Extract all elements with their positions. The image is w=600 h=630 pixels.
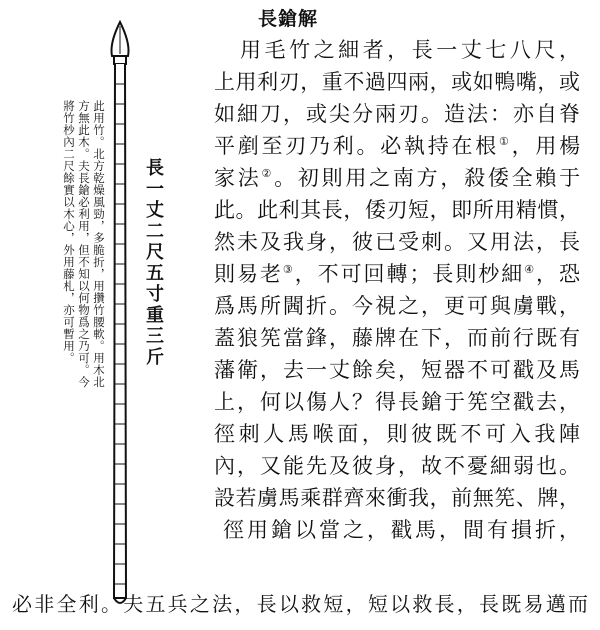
page-title: 長鎗解 [258,8,319,30]
body-line-16: 徑用鎗以當之，戳馬，間有損折， [223,518,580,542]
footnote-marker: ③ [282,263,295,276]
body-line-12: 上，何以傷人？得長鎗于筅空戳去， [214,390,580,414]
footnote-marker: ② [261,167,275,180]
long-spear-illustration [100,10,140,610]
note-column-2: 方無此木。夫長鎗必利用，但不知以何物爲之乃可。今 [77,100,91,388]
body-line-4: 平剷至刃乃利。必執持在根①，用楊 [214,134,581,158]
body-line-10: 蓋狼筅當鋒，藤牌在下，而前行既有 [214,326,580,350]
body-line-1: 用毛竹之細者，長一丈七八尺， [240,38,580,62]
spear-dimension-caption: 長一丈二尺五寸重三斤 [143,158,164,368]
body-line-8: 則易老③，不可回轉；長則杪細④，恐 [214,262,580,286]
body-line-13: 徑刺人馬喉面，則彼既不可入我陣 [214,422,580,446]
body-line-7: 然未及我身，彼已受刺。又用法，長 [214,230,580,254]
body-line-15: 設若虜馬乘群齊來衝我，前無筅、牌， [214,486,580,510]
body-line-6: 此。此利其長，倭刃短，即所用精慣， [214,198,580,222]
note-column-1: 此用竹。北方乾燥風勁，多脆折，用攢竹腰軟。用木北 [92,100,106,388]
footnote-marker: ④ [524,263,537,276]
body-line-11: 藩衛，去一丈餘矣，短器不可戳及馬 [214,358,580,382]
body-line-17: 必非全利。夫五兵之法，長以救短，短以救長，長既易邁而 [12,592,588,616]
note-column-3: 將竹杪內二尺餘實以木心，外用藤札，亦可暫用。 [62,100,76,364]
footnote-marker: ① [499,135,512,148]
body-line-14: 內，又能先及彼身，故不憂細弱也。 [214,454,580,478]
body-line-3: 如細刀，或尖分兩刃。造法：亦自脊 [214,102,580,126]
spear-collar-icon [114,56,126,64]
body-line-2: 上用利刃，重不過四兩，或如鴨嘴，或 [214,70,580,94]
body-line-9: 爲馬所閪折。今視之，更可與虜戰， [214,294,580,318]
body-line-5: 家法②。初則用之南方，殺倭全賴于 [214,166,581,190]
